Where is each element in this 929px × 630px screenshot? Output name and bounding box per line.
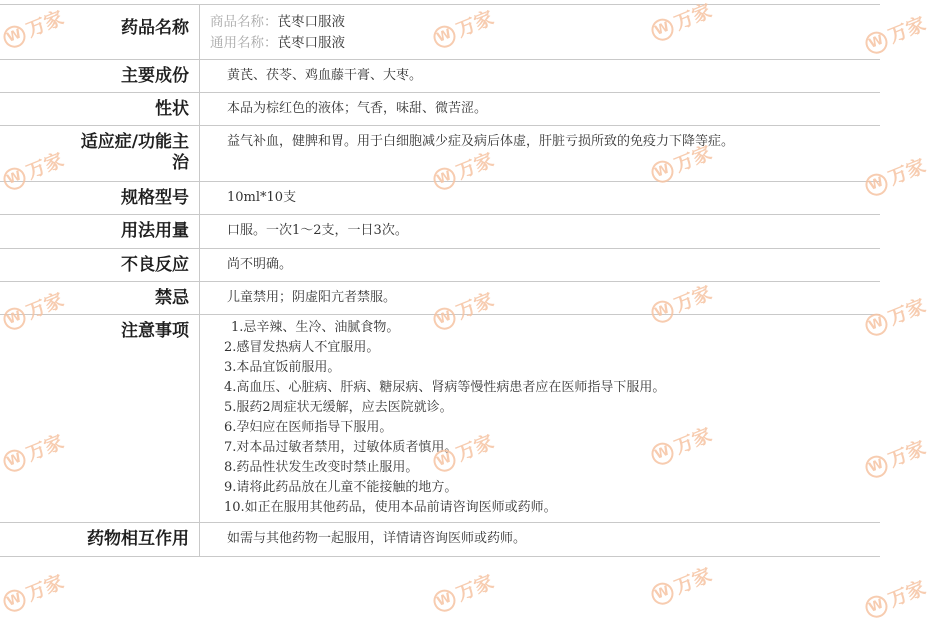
label-specification: 规格型号 <box>0 182 200 214</box>
label-appearance: 性状 <box>0 93 200 125</box>
drug-name-cell <box>200 5 880 59</box>
wanjia-logo-icon: W <box>648 15 677 44</box>
list-item: 3.本品宜饭前服用。 <box>224 360 341 375</box>
list-item: 2.感冒发热病人不宜服用。 <box>224 340 380 355</box>
watermark-text: 万家 <box>671 0 715 35</box>
list-item: 7.对本品过敏者禁用，过敏体质者慎用。 <box>224 440 458 455</box>
appearance-value: 本品为棕红色的液体；气香，味甜、微苦涩。 <box>227 101 488 116</box>
row-interactions <box>0 523 880 557</box>
adverse-reactions-value: 尚不明确。 <box>227 257 293 272</box>
precautions-list <box>200 315 880 522</box>
watermark-text: 万家 <box>23 6 67 42</box>
row-drug-name <box>0 5 880 60</box>
watermark-text: 万家 <box>885 576 929 612</box>
row-adverse-reactions <box>0 249 880 282</box>
label-drug-name: 药品名称 <box>0 5 200 59</box>
generic-name-prefix: 通用名称： <box>210 35 278 51</box>
list-item: 4.高血压、心脏病、肝病、糖尿病、肾病等慢性病患者应在医师指导下服用。 <box>224 380 666 395</box>
list-item: 5.服药2周症状无缓解，应去医院就诊。 <box>224 400 453 415</box>
contraindications-value: 儿童禁用；阴虚阳亢者禁服。 <box>227 290 397 305</box>
watermark-text: 万家 <box>671 281 715 317</box>
generic-name-value: 芪枣口服液 <box>277 35 345 51</box>
list-item: 8.药品性状发生改变时禁止服用。 <box>224 460 419 475</box>
wanjia-logo-icon: W <box>430 22 459 51</box>
specification-value: 10ml*10支 <box>227 190 297 205</box>
watermark-text: 万家 <box>671 141 715 177</box>
watermark <box>430 571 497 615</box>
list-item: 10.如正在服用其他药品，使用本品前请咨询医师或药师。 <box>224 500 557 515</box>
wanjia-logo-icon: W <box>0 304 29 333</box>
wanjia-logo-icon: W <box>862 310 891 339</box>
wanjia-logo-icon: W <box>648 579 677 608</box>
wanjia-logo-icon: W <box>648 157 677 186</box>
watermark <box>648 564 715 608</box>
watermark-text: 万家 <box>671 423 715 459</box>
watermark-text: 万家 <box>23 288 67 324</box>
label-ingredients: 主要成份 <box>0 60 200 92</box>
wanjia-logo-icon: W <box>430 304 459 333</box>
watermark-text: 万家 <box>671 563 715 599</box>
wanjia-logo-icon: W <box>648 297 677 326</box>
wanjia-logo-icon: W <box>862 592 891 621</box>
wanjia-logo-icon: W <box>862 170 891 199</box>
row-dosage <box>0 215 880 249</box>
watermark-text: 万家 <box>23 430 67 466</box>
wanjia-logo-icon: W <box>0 22 29 51</box>
trade-name-value: 芪枣口服液 <box>277 14 345 30</box>
watermark-text: 万家 <box>453 570 497 606</box>
watermark-text: 万家 <box>453 6 497 42</box>
wanjia-logo-icon: W <box>0 586 29 615</box>
interactions-value: 如需与其他药物一起服用，详情请咨询医师或药师。 <box>227 531 527 546</box>
wanjia-logo-icon: W <box>862 28 891 57</box>
row-precautions <box>0 315 880 523</box>
list-item: 6.孕妇应在医师指导下服用。 <box>224 420 393 435</box>
drug-info-table <box>0 4 880 557</box>
watermark-text: 万家 <box>23 570 67 606</box>
wanjia-logo-icon: W <box>430 164 459 193</box>
ingredients-value: 黄芪、茯苓、鸡血藤干膏、大枣。 <box>227 68 423 83</box>
generic-name-line <box>210 33 870 54</box>
watermark-text: 万家 <box>453 430 497 466</box>
wanjia-logo-icon: W <box>862 452 891 481</box>
wanjia-logo-icon: W <box>648 439 677 468</box>
row-specification <box>0 182 880 215</box>
label-precautions: 注意事项 <box>0 315 200 522</box>
row-indications <box>0 126 880 182</box>
wanjia-logo-icon: W <box>0 446 29 475</box>
row-contraindications <box>0 282 880 315</box>
wanjia-logo-icon: W <box>0 164 29 193</box>
indications-value: 益气补血，健脾和胃。用于白细胞减少症及病后体虚，肝脏亏损所致的免疫力下降等症。 <box>227 134 735 149</box>
row-ingredients <box>0 60 880 93</box>
watermark-text: 万家 <box>885 154 929 190</box>
list-item: 9.请将此药品放在儿童不能接触的地方。 <box>224 480 458 495</box>
label-dosage: 用法用量 <box>0 215 200 248</box>
watermark-text: 万家 <box>885 436 929 472</box>
label-indications: 适应症/功能主治 <box>0 126 200 181</box>
watermark-text: 万家 <box>885 294 929 330</box>
wanjia-logo-icon: W <box>430 586 459 615</box>
watermark <box>862 577 929 621</box>
list-item: 1.忌辛辣、生冷、油腻食物。 <box>231 320 400 335</box>
label-adverse-reactions: 不良反应 <box>0 249 200 281</box>
label-contraindications: 禁忌 <box>0 282 200 314</box>
watermark-text: 万家 <box>453 288 497 324</box>
row-appearance <box>0 93 880 126</box>
watermark <box>0 571 67 615</box>
watermark-text: 万家 <box>23 148 67 184</box>
dosage-value: 口服。一次1～2支，一日3次。 <box>227 223 408 238</box>
wanjia-logo-icon: W <box>430 446 459 475</box>
trade-name-line <box>210 12 870 33</box>
trade-name-prefix: 商品名称： <box>210 14 278 30</box>
label-interactions: 药物相互作用 <box>0 523 200 556</box>
watermark-text: 万家 <box>885 12 929 48</box>
watermark-text: 万家 <box>453 148 497 184</box>
